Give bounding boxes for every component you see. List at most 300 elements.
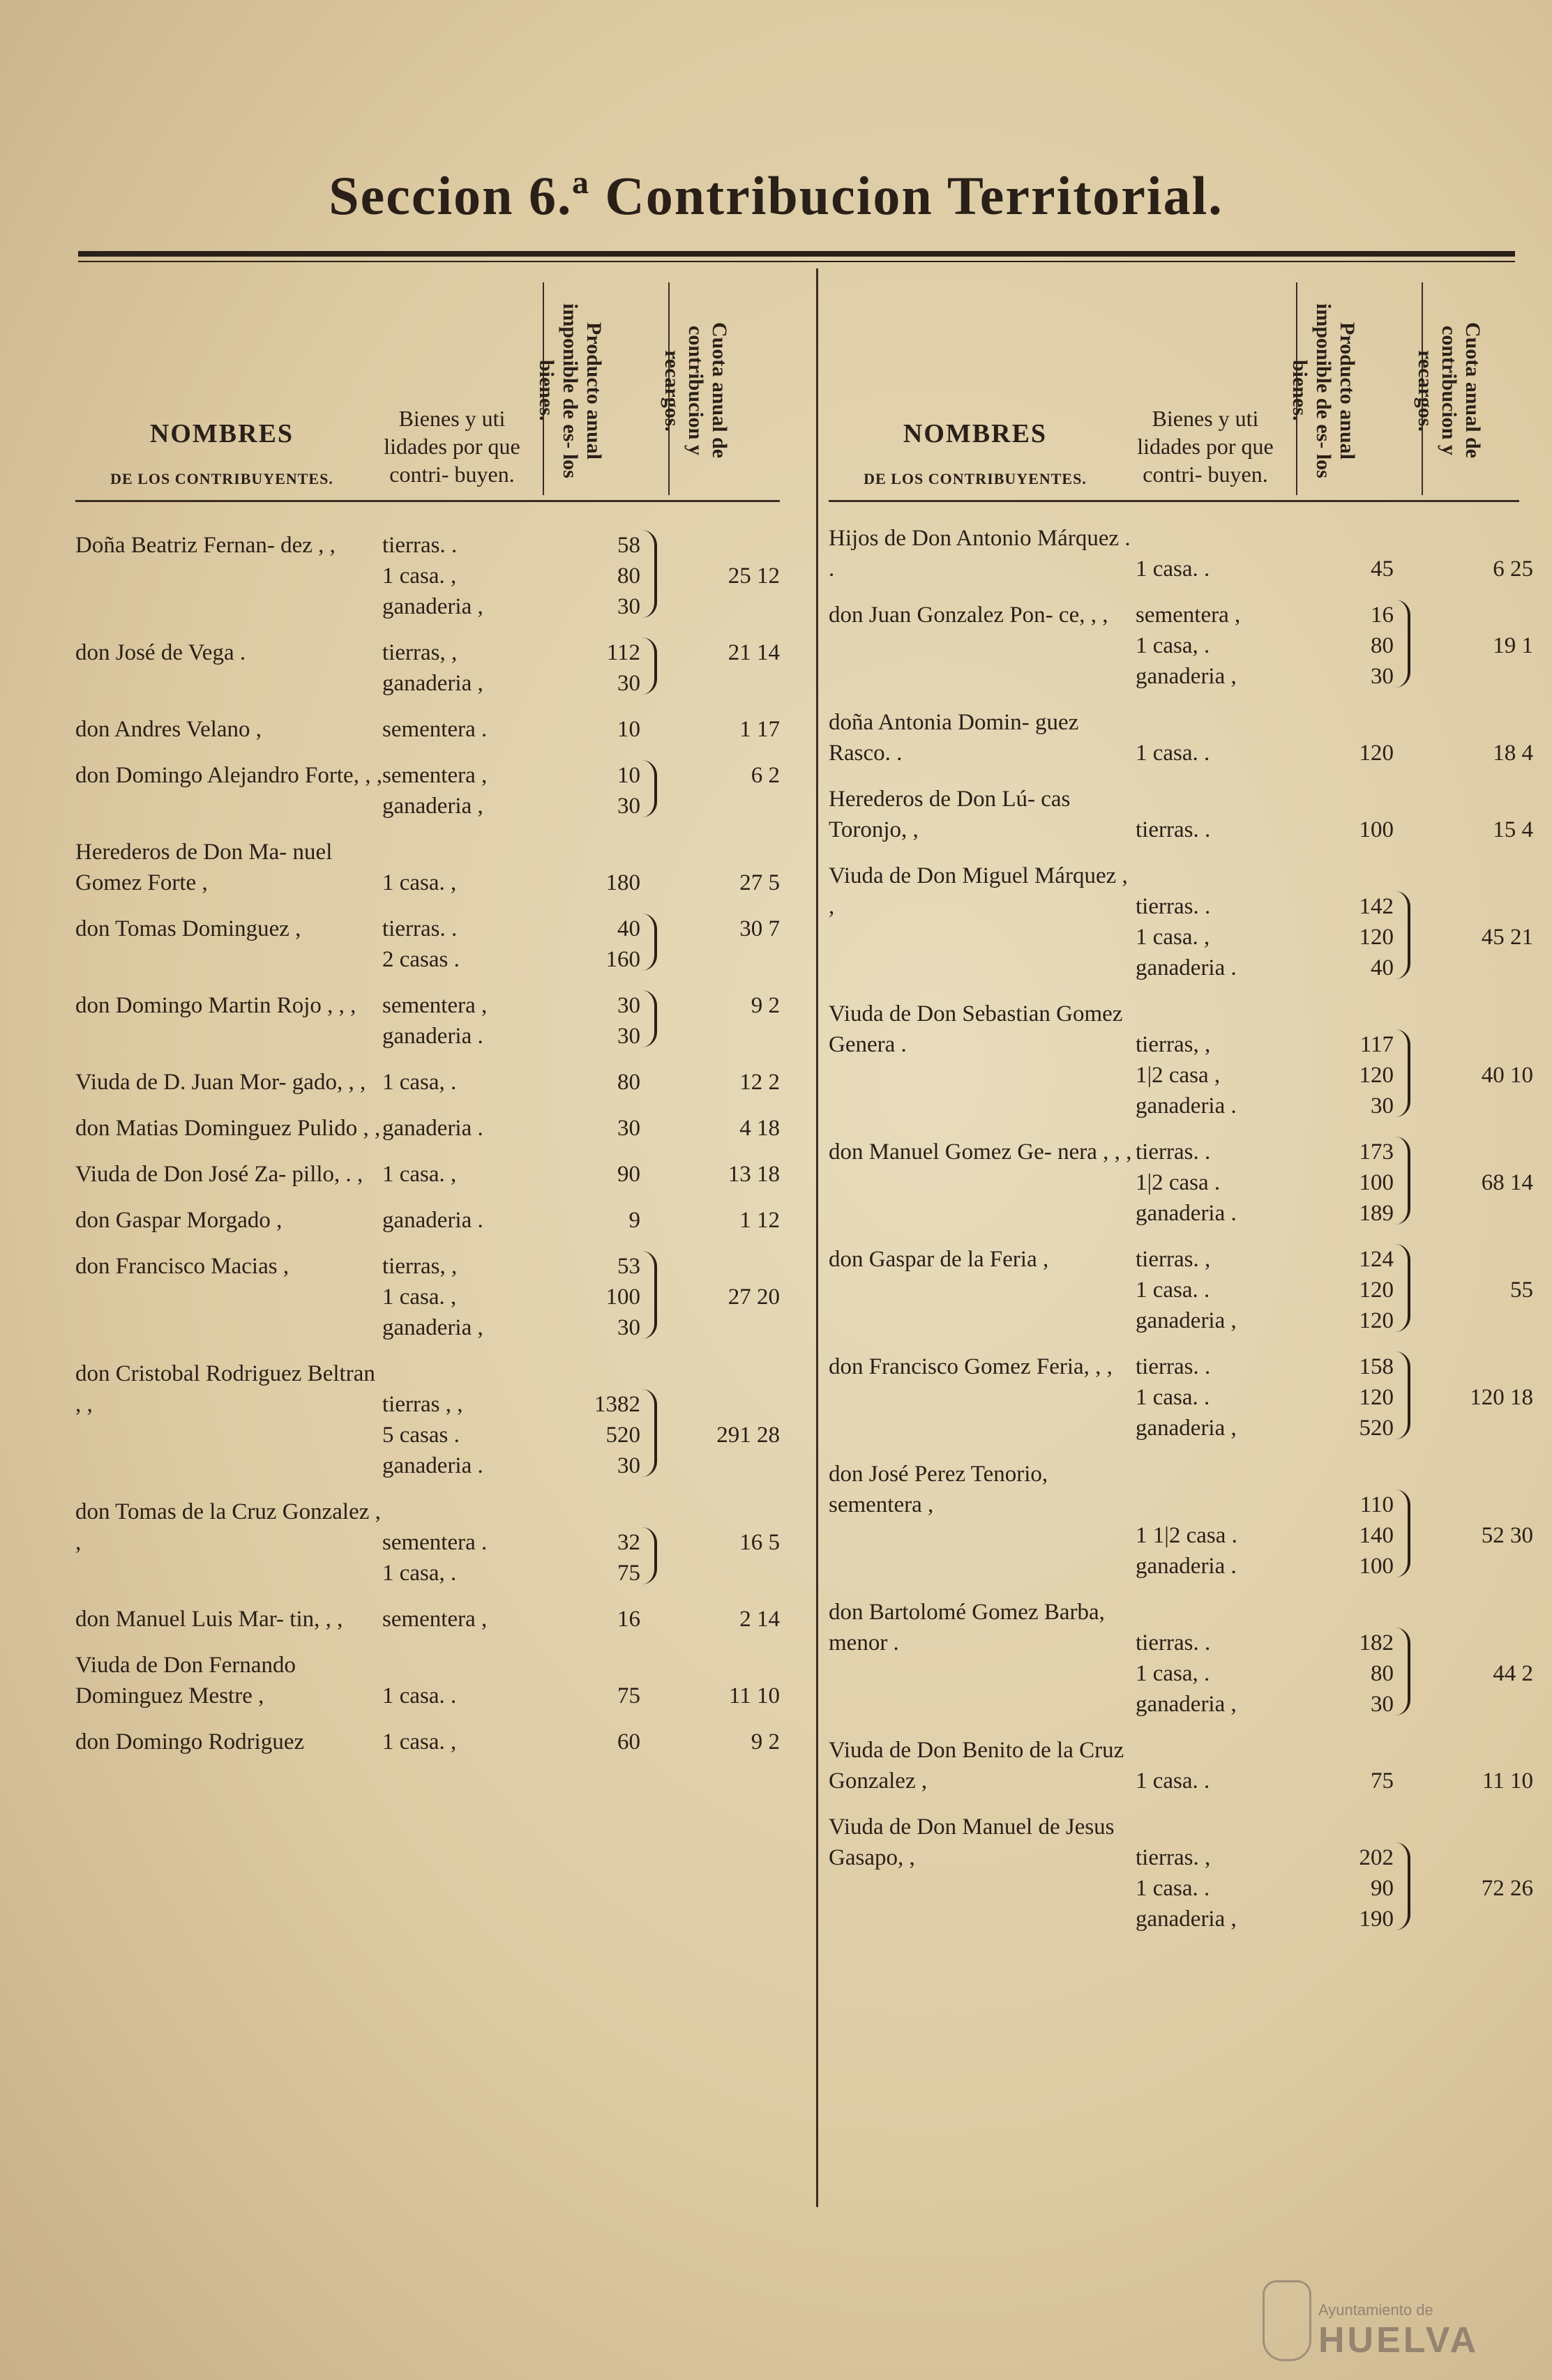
bien-label: 1 casa. . — [382, 1683, 457, 1708]
cuota-value: 6 2 — [751, 763, 780, 788]
contribuyente-name: Viuda de Don Manuel de Jesus Gasapo, , — [829, 1814, 1115, 1870]
contribuyente-name: don Gaspar de la Feria , — [829, 1247, 1049, 1272]
producto-value: 30 — [1371, 1093, 1394, 1119]
bien-label: 1 casa, . — [1136, 1661, 1210, 1686]
title-rule — [78, 251, 1515, 257]
cuota-header: Cuota anual de contribucion y recargos. — [661, 322, 731, 459]
producto-value: 90 — [1371, 1876, 1394, 1901]
bien-line — [829, 1413, 1519, 1443]
bien-label: 1 casa, . — [382, 1070, 457, 1095]
cuota-value: 6 25 — [1493, 556, 1533, 582]
producto-header: Producto anual imponible de es- los bienes. — [1288, 303, 1359, 478]
producto-value: 158 — [1359, 1354, 1394, 1379]
contribuyente-name: don Matias Dominguez Pulido , , — [75, 1116, 381, 1141]
nombres-label: NOMBRES — [903, 419, 1048, 448]
contribuyente-row — [829, 600, 1533, 692]
bien-line — [75, 637, 780, 668]
contribuyente-name: don Domingo Martin Rojo , , , — [75, 993, 356, 1018]
bien-label: 1 casa. . — [1136, 1876, 1210, 1901]
bien-label: ganaderia , — [382, 794, 483, 819]
bien-label: 1|2 casa , — [1136, 1063, 1221, 1088]
bien-line — [75, 530, 780, 561]
contribuyente-name: Viuda de Don José Za- pillo, . , — [75, 1162, 363, 1187]
contribuyente-name: don José de Vega . — [75, 640, 246, 665]
bien-label: ganaderia , — [382, 1315, 483, 1340]
brace-icon — [642, 1389, 657, 1477]
contribuyente-name: Viuda de Don Sebastian Gomez Genera . — [829, 1001, 1123, 1057]
bien-label: 1 casa. , — [382, 1284, 457, 1310]
bien-label: 1 casa. , — [382, 563, 457, 589]
cuota-value: 291 28 — [716, 1423, 780, 1448]
bien-line — [829, 661, 1519, 692]
producto-header: Producto anual imponible de es- los bienes. — [535, 303, 605, 478]
bien-line — [829, 1382, 1533, 1413]
contribuyente-row — [75, 530, 780, 622]
producto-value: 110 — [1359, 1492, 1394, 1517]
cuota-value: 30 7 — [739, 916, 780, 941]
producto-value: 30 — [617, 594, 640, 619]
bien-line — [75, 760, 780, 791]
contribuyente-row — [75, 914, 780, 975]
bien-line — [829, 891, 1519, 922]
contribuyente-name: Viuda de Don Benito de la Cruz Gonzalez , — [829, 1738, 1124, 1794]
producto-value: 30 — [1371, 664, 1394, 689]
cuota-value: 45 21 — [1481, 925, 1533, 950]
bien-line — [75, 1021, 780, 1052]
bien-line — [829, 1490, 1519, 1520]
cuota-value: 1 17 — [739, 717, 780, 742]
bien-line — [75, 1067, 780, 1098]
brace-icon — [1395, 1490, 1410, 1577]
seal — [1318, 2301, 1479, 2361]
producto-value: 90 — [617, 1162, 640, 1187]
contribuyente-row — [829, 999, 1533, 1121]
bien-label: 1 casa. , — [382, 1162, 457, 1187]
bien-label: tierras, , — [382, 1254, 458, 1279]
cuota-value: 19 1 — [1493, 633, 1533, 658]
contribuyente-row — [75, 1358, 780, 1481]
producto-value: 53 — [617, 1254, 640, 1279]
bien-label: ganaderia . — [382, 1453, 483, 1478]
bien-label: 1 casa. , — [1136, 925, 1210, 950]
producto-value: 30 — [617, 794, 640, 819]
contribuyente-row — [75, 1159, 780, 1190]
bien-line — [75, 1312, 780, 1343]
bien-label: 1 casa. . — [1136, 1278, 1210, 1303]
contribuyente-row — [75, 1113, 780, 1144]
contribuyente-name: Viuda de Don Fernando Dominguez Mestre , — [75, 1653, 296, 1708]
bien-line — [75, 791, 780, 821]
cuota-value: 55 — [1510, 1278, 1533, 1303]
contribuyente-row — [75, 1496, 780, 1589]
producto-value: 182 — [1359, 1630, 1394, 1655]
bien-line — [829, 1029, 1519, 1060]
bienes-header: Bienes y uti lidades por que contri- buyen. — [384, 406, 520, 487]
bien-label: sementera , — [382, 1607, 488, 1632]
bien-label: tierras. , — [1136, 1247, 1211, 1272]
contribuyente-row — [75, 1251, 780, 1343]
contribuyente-name: don Juan Gonzalez Pon- ce, , , — [829, 602, 1108, 628]
bien-label: ganaderia . — [382, 1116, 483, 1141]
bien-line — [829, 1628, 1519, 1658]
contribuyente-name: don Manuel Gomez Ge- nera , , , — [829, 1139, 1132, 1165]
bien-line — [829, 630, 1533, 661]
producto-value: 120 — [1359, 1385, 1394, 1410]
bien-line — [829, 922, 1533, 953]
bien-label: 1 casa. . — [1136, 556, 1210, 582]
cuota-value: 12 2 — [739, 1070, 780, 1095]
bien-label: ganaderia , — [382, 671, 483, 696]
producto-value: 1382 — [594, 1392, 640, 1417]
bien-line — [75, 561, 780, 591]
bien-line — [829, 814, 1533, 845]
contribuyente-name: Herederos de Don Lú- cas Toronjo, , — [829, 787, 1071, 842]
producto-value: 142 — [1359, 894, 1394, 919]
contribuyente-row — [75, 1604, 780, 1635]
producto-value: 10 — [617, 717, 640, 742]
bien-line — [75, 867, 780, 898]
right-header — [829, 268, 1519, 502]
bien-label: ganaderia , — [1136, 1692, 1237, 1717]
column-divider — [816, 268, 818, 2207]
bien-line — [75, 591, 780, 622]
cuota-value: 15 4 — [1493, 817, 1533, 842]
bien-label: tierras. . — [382, 916, 458, 941]
bien-line — [75, 944, 780, 975]
producto-value: 120 — [1359, 1278, 1394, 1303]
bien-label: 1 casa. , — [382, 1729, 457, 1754]
title-rule-thin — [78, 261, 1515, 262]
bien-line — [829, 1873, 1533, 1904]
bien-line — [75, 1681, 780, 1711]
contribuyente-row — [75, 714, 780, 745]
right-rows — [829, 523, 1533, 1934]
cuota-value: 16 5 — [739, 1530, 780, 1555]
bien-line — [75, 714, 780, 745]
bien-line — [829, 738, 1533, 768]
contribuyente-row — [829, 1351, 1533, 1443]
left-rows — [75, 530, 780, 1757]
producto-value: 202 — [1359, 1845, 1394, 1870]
cuota-value: 11 10 — [1482, 1768, 1533, 1794]
brace-icon — [642, 1251, 657, 1339]
cuota-value: 72 26 — [1481, 1876, 1533, 1901]
contribuyente-name: don Gaspar Morgado , — [75, 1208, 282, 1233]
producto-value: 120 — [1359, 1063, 1394, 1088]
contribuyente-row — [75, 637, 780, 699]
bien-label: tierras. . — [1136, 894, 1211, 919]
contribuyente-name: don Francisco Macias , — [75, 1254, 289, 1279]
producto-value: 30 — [1371, 1692, 1394, 1717]
producto-value: 112 — [606, 640, 640, 665]
producto-value: 30 — [617, 1453, 640, 1478]
bien-label: sementera . — [382, 1530, 488, 1555]
bien-line — [829, 953, 1519, 983]
producto-value: 124 — [1359, 1247, 1394, 1272]
bien-label: ganaderia , — [382, 594, 483, 619]
contribuyentes-label: DE LOS CONTRIBUYENTES. — [864, 470, 1087, 487]
cuota-value: 27 20 — [728, 1284, 780, 1310]
bien-line — [829, 1766, 1533, 1796]
cuota-value: 13 18 — [728, 1162, 780, 1187]
cuota-header: Cuota anual de contribucion y recargos. — [1414, 322, 1484, 459]
brace-icon — [642, 760, 657, 817]
bien-label: 1|2 casa . — [1136, 1170, 1221, 1195]
bien-line — [829, 1658, 1533, 1689]
contribuyente-name: don Andres Velano , — [75, 717, 262, 742]
bien-line — [75, 1113, 780, 1144]
producto-value: 30 — [617, 993, 640, 1018]
contribuyente-name: Doña Beatriz Fernan- dez , , — [75, 533, 336, 558]
producto-value: 173 — [1359, 1139, 1394, 1165]
producto-value: 180 — [605, 870, 640, 895]
bien-line — [75, 914, 780, 944]
producto-value: 190 — [1359, 1907, 1394, 1932]
contribuyente-row — [75, 1205, 780, 1236]
producto-value: 120 — [1359, 741, 1394, 766]
brace-icon — [1395, 1842, 1410, 1930]
bien-label: 1 casa, . — [1136, 633, 1210, 658]
contribuyente-row — [75, 1650, 780, 1711]
bien-label: sementera , — [1136, 602, 1241, 628]
producto-value: 100 — [605, 1284, 640, 1310]
brace-icon — [1395, 1628, 1410, 1715]
contribuyente-name: doña Antonia Domin- guez Rasco. . — [829, 710, 1079, 766]
producto-value: 9 — [628, 1208, 640, 1233]
bien-line — [829, 1137, 1519, 1167]
producto-value: 140 — [1359, 1523, 1394, 1548]
bien-line — [829, 1305, 1519, 1336]
producto-value: 75 — [617, 1561, 640, 1586]
producto-value: 520 — [605, 1423, 640, 1448]
cuota-value: 40 10 — [1481, 1063, 1533, 1088]
producto-value: 30 — [617, 1315, 640, 1340]
bien-line — [829, 1842, 1519, 1873]
contribuyente-name: don Manuel Luis Mar- tin, , , — [75, 1607, 343, 1632]
brace-icon — [642, 637, 657, 695]
bien-line — [75, 1558, 780, 1589]
brace-icon — [1395, 1029, 1410, 1117]
bien-line — [829, 554, 1533, 584]
contribuyente-name: don Tomas Dominguez , — [75, 916, 301, 941]
bien-line — [75, 990, 780, 1021]
contribuyente-name: don Domingo Rodriguez — [75, 1729, 305, 1754]
contribuyente-row — [829, 784, 1533, 845]
bien-label: sementera , — [382, 763, 488, 788]
bien-label: 1 casa. . — [1136, 1385, 1210, 1410]
contribuyente-name: Viuda de D. Juan Mor- gado, , , — [75, 1070, 366, 1095]
brace-icon — [642, 914, 657, 971]
producto-value: 32 — [617, 1530, 640, 1555]
producto-value: 16 — [617, 1607, 640, 1632]
producto-value: 40 — [617, 916, 640, 941]
bien-label: tierras. . — [1136, 1630, 1211, 1655]
contribuyente-name: don Bartolomé Gomez Barba, menor . — [829, 1600, 1105, 1655]
bien-line — [829, 1060, 1533, 1091]
bien-line — [75, 1205, 780, 1236]
contribuyente-row — [75, 760, 780, 821]
bien-label: 1 casa. , — [382, 870, 457, 895]
brace-icon — [1395, 1137, 1410, 1225]
cuota-value: 52 30 — [1481, 1523, 1533, 1548]
bien-line — [829, 1904, 1519, 1934]
bien-label: ganaderia . — [1136, 1554, 1237, 1579]
bien-line — [829, 1198, 1519, 1229]
bien-line — [829, 600, 1519, 630]
bien-line — [75, 1420, 780, 1450]
bien-label: tierras, , — [382, 640, 458, 665]
contribuyente-row — [829, 1137, 1533, 1229]
producto-value: 45 — [1371, 556, 1394, 582]
contribuyente-row — [75, 837, 780, 898]
bien-label: ganaderia , — [1136, 1308, 1237, 1333]
brace-icon — [1395, 891, 1410, 979]
producto-value: 117 — [1359, 1032, 1394, 1057]
contribuyente-name: don Francisco Gomez Feria, , , — [829, 1354, 1113, 1379]
producto-value: 100 — [1359, 1554, 1394, 1579]
contribuyente-name: Hijos de Don Antonio Márquez . . — [829, 526, 1131, 582]
header-rule — [829, 500, 1519, 502]
contribuyente-row — [829, 1735, 1533, 1796]
producto-value: 80 — [617, 563, 640, 589]
producto-value: 520 — [1359, 1416, 1394, 1441]
cuota-value: 9 2 — [751, 1729, 780, 1754]
bien-label: ganaderia . — [382, 1208, 483, 1233]
bien-label: ganaderia , — [1136, 664, 1237, 689]
bien-label: 1 1|2 casa . — [1136, 1523, 1237, 1548]
cuota-value: 68 14 — [1481, 1170, 1533, 1195]
producto-value: 40 — [1371, 955, 1394, 980]
left-header — [75, 268, 780, 502]
producto-value: 80 — [617, 1070, 640, 1095]
nombres-header — [829, 418, 1122, 488]
contribuyente-row — [75, 990, 780, 1052]
contribuyente-name: don Tomas de la Cruz Gonzalez , , — [75, 1499, 381, 1555]
bien-label: sementera . — [382, 717, 488, 742]
producto-value: 100 — [1359, 817, 1394, 842]
cuota-value: 4 18 — [739, 1116, 780, 1141]
bienes-header: Bienes y uti lidades por que contri- buyen. — [1137, 406, 1274, 487]
bien-line — [75, 1727, 780, 1757]
page-title: Seccion 6.ª Contribucion Territorial. — [329, 165, 1223, 226]
producto-value: 60 — [617, 1729, 640, 1754]
contribuyente-row — [829, 1597, 1533, 1720]
producto-value: 10 — [617, 763, 640, 788]
contribuyente-row — [829, 1459, 1533, 1582]
producto-value: 160 — [605, 947, 640, 972]
producto-value: 30 — [617, 1116, 640, 1141]
contribuyente-row — [75, 1067, 780, 1098]
header-rule — [75, 500, 780, 502]
bien-line — [75, 1251, 780, 1282]
bien-line — [829, 1167, 1533, 1198]
left-column — [75, 268, 780, 1773]
bien-line — [829, 1091, 1519, 1121]
bien-label: tierras. , — [1136, 1845, 1211, 1870]
bien-label: ganaderia . — [382, 1024, 483, 1049]
producto-value: 16 — [1371, 602, 1394, 628]
contribuyentes-label: DE LOS CONTRIBUYENTES. — [110, 470, 333, 487]
bien-label: sementera , — [382, 993, 488, 1018]
contribuyente-name: Herederos de Don Ma- nuel Gomez Forte , — [75, 840, 333, 895]
brace-icon — [1395, 600, 1410, 688]
contribuyente-name: don Cristobal Rodriguez Beltran , , — [75, 1361, 375, 1417]
contribuyente-row — [829, 1812, 1533, 1934]
producto-value: 100 — [1359, 1170, 1394, 1195]
bien-label: 1 casa. . — [1136, 741, 1210, 766]
cuota-value: 120 18 — [1470, 1385, 1533, 1410]
brace-icon — [1395, 1244, 1410, 1332]
cuota-value: 9 2 — [751, 993, 780, 1018]
producto-value: 58 — [617, 533, 640, 558]
producto-value: 75 — [1371, 1768, 1394, 1794]
bien-line — [75, 1604, 780, 1635]
bien-line — [75, 1389, 780, 1420]
brace-icon — [642, 1527, 657, 1584]
producto-value: 120 — [1359, 1308, 1394, 1333]
bien-label: 2 casas . — [382, 947, 460, 972]
cuota-value: 27 5 — [739, 870, 780, 895]
producto-value: 75 — [617, 1683, 640, 1708]
bien-label: ganaderia . — [1136, 1201, 1237, 1226]
producto-value: 189 — [1359, 1201, 1394, 1226]
seal-icon — [1263, 2280, 1311, 2361]
bien-line — [75, 1282, 780, 1312]
bien-label: tierras. . — [1136, 1354, 1211, 1379]
bien-label: ganaderia , — [1136, 1416, 1237, 1441]
cuota-value: 1 12 — [739, 1208, 780, 1233]
bien-line — [829, 1689, 1519, 1720]
contribuyente-row — [829, 861, 1533, 983]
cuota-value: 21 14 — [728, 640, 780, 665]
seal-line2: HUELVA — [1318, 2320, 1479, 2360]
producto-value: 30 — [617, 671, 640, 696]
bien-line — [75, 1450, 780, 1481]
bien-line — [829, 1351, 1519, 1382]
cuota-value: 2 14 — [739, 1607, 780, 1632]
bien-label: tierras. . — [1136, 1139, 1211, 1165]
seal-line1: Ayuntamiento de — [1318, 2301, 1433, 2319]
cuota-value: 11 10 — [728, 1683, 780, 1708]
contribuyente-name: don José Perez Tenorio, sementera , — [829, 1462, 1048, 1517]
bien-label: tierras , , — [382, 1392, 463, 1417]
nombres-header — [75, 418, 368, 488]
contribuyente-row — [75, 1727, 780, 1757]
bien-line — [75, 668, 780, 699]
contribuyente-row — [829, 707, 1533, 768]
cuota-value: 44 2 — [1493, 1661, 1533, 1686]
cuota-value: 18 4 — [1493, 741, 1533, 766]
contribuyente-name: Viuda de Don Miguel Márquez , , — [829, 863, 1128, 919]
nombres-label: NOMBRES — [149, 419, 294, 448]
producto-value: 120 — [1359, 925, 1394, 950]
bien-label: ganaderia . — [1136, 1093, 1237, 1119]
bien-label: ganaderia , — [1136, 1907, 1237, 1932]
bien-line — [75, 1527, 780, 1558]
contribuyente-row — [829, 1244, 1533, 1336]
bien-line — [829, 1244, 1519, 1275]
bien-line — [75, 1159, 780, 1190]
bien-label: 1 casa, . — [382, 1561, 457, 1586]
bien-line — [829, 1275, 1533, 1305]
contribuyente-row — [829, 523, 1533, 584]
bien-label: tierras. . — [1136, 817, 1211, 842]
producto-value: 80 — [1371, 1661, 1394, 1686]
bien-label: 5 casas . — [382, 1423, 460, 1448]
brace-icon — [1395, 1351, 1410, 1439]
brace-icon — [642, 530, 657, 618]
bien-label: tierras, , — [1136, 1032, 1211, 1057]
